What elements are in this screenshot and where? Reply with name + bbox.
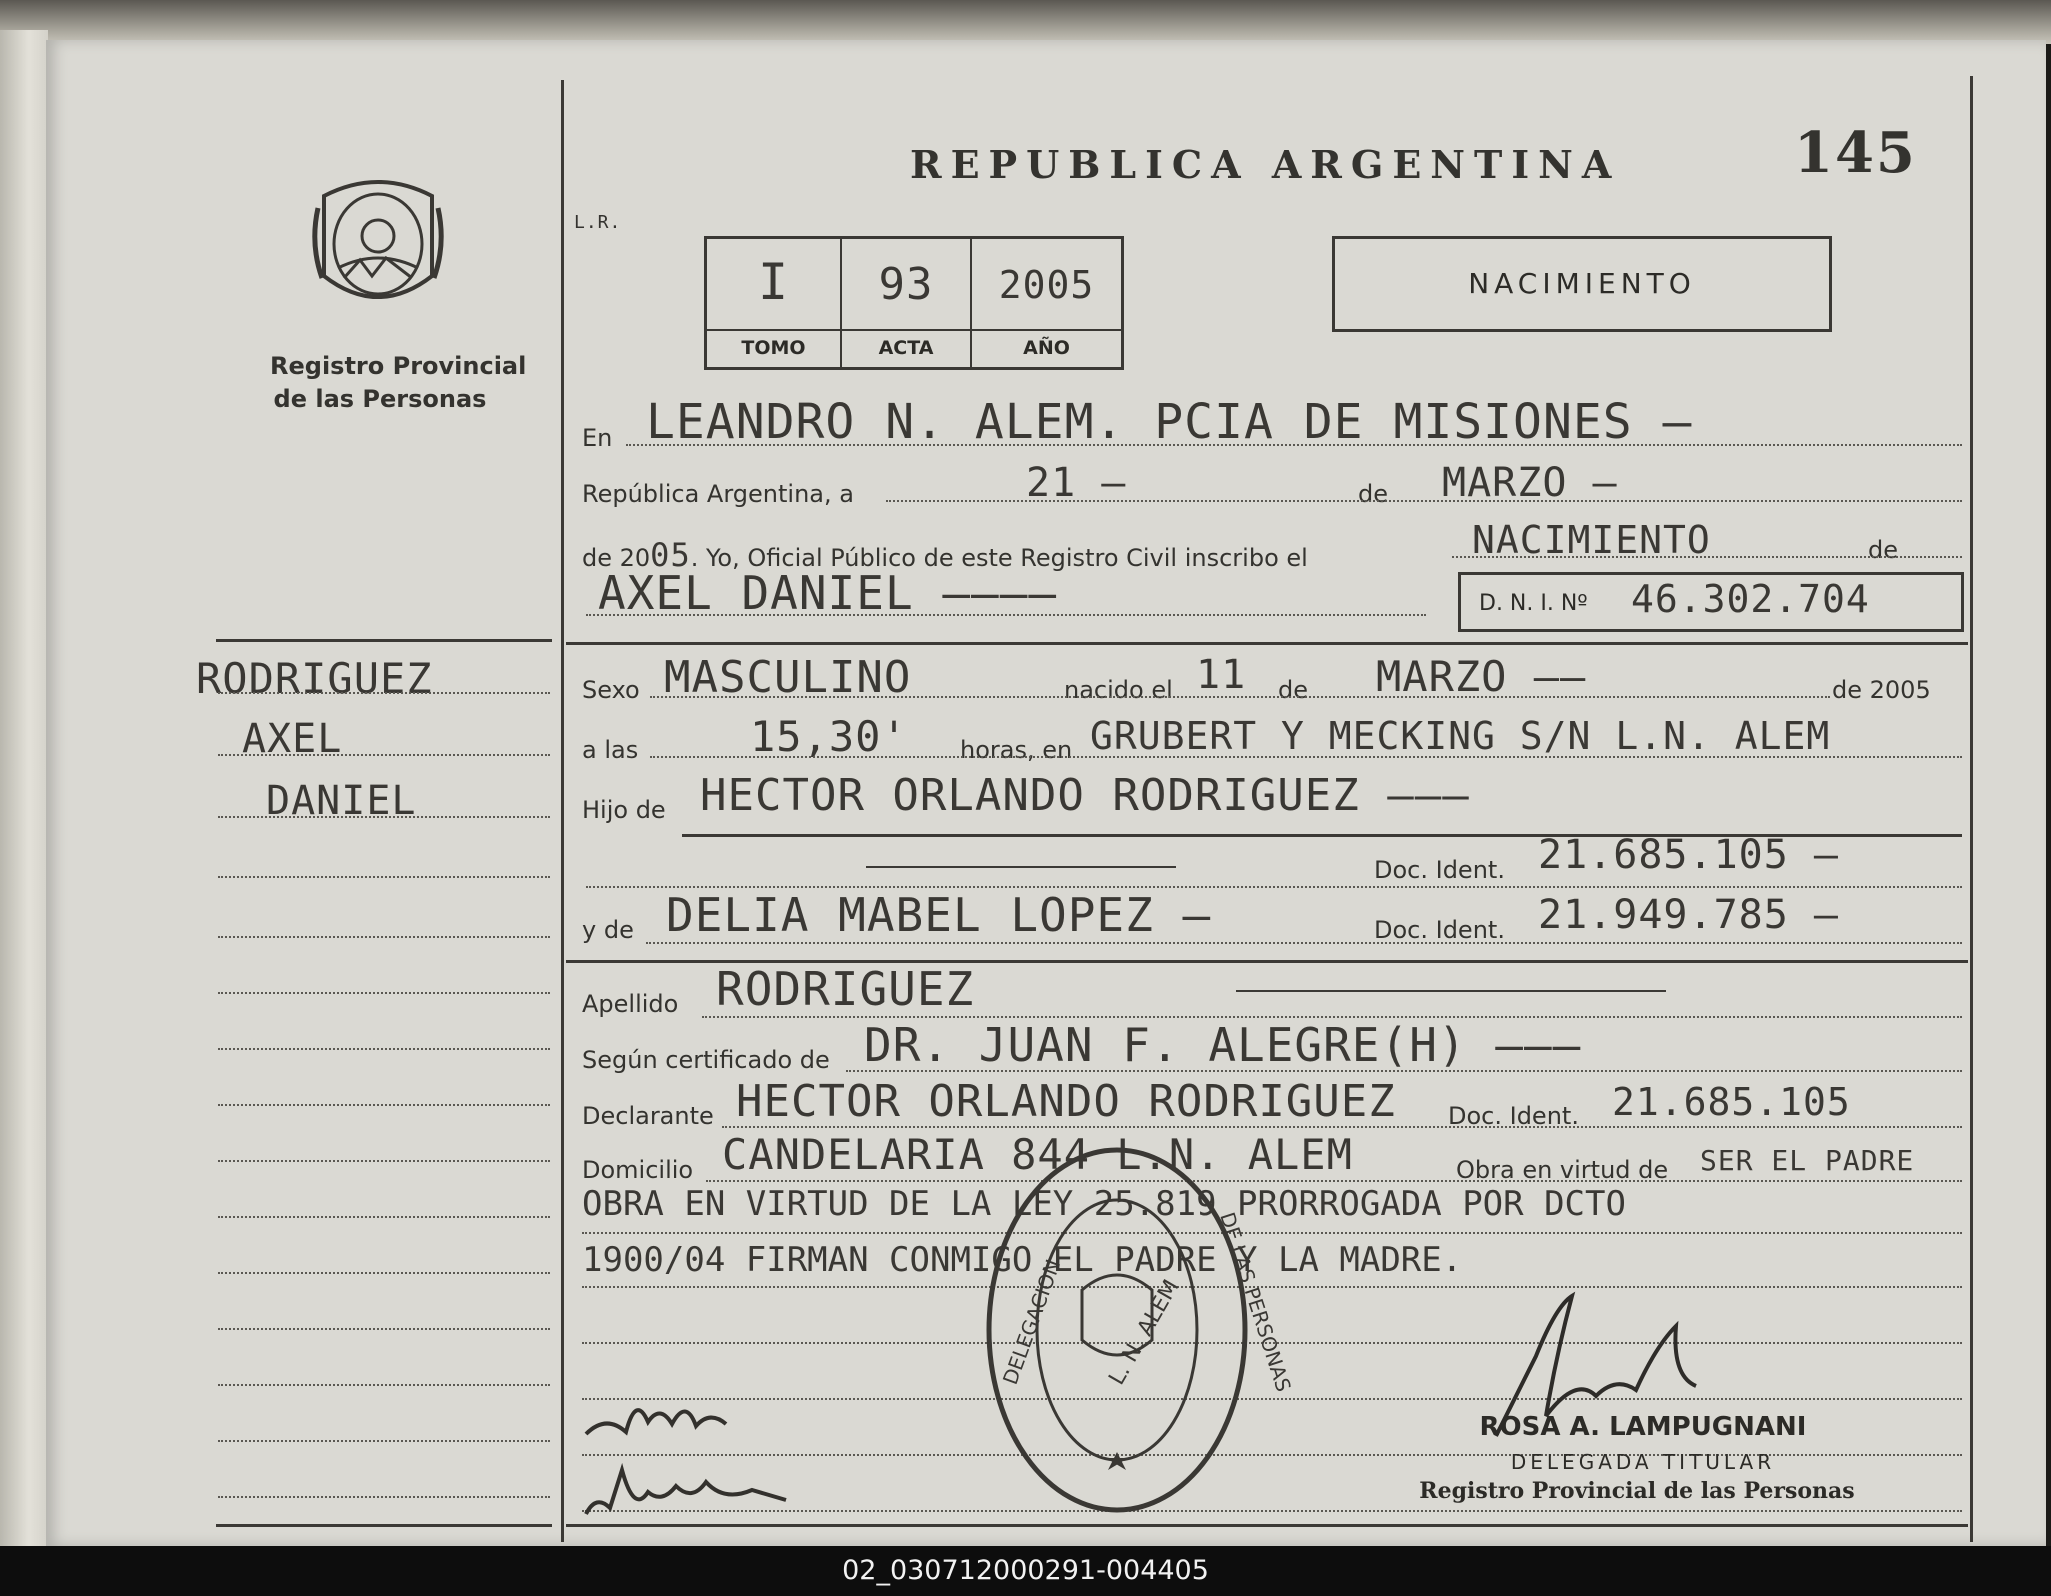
- certificate-doctor: DR. JUAN F. ALEGRE(H) ———: [864, 1018, 1582, 1072]
- margin-divider: [561, 80, 564, 1542]
- acta-label: ACTA: [878, 337, 934, 359]
- official-name: ROSA A. LAMPUGNANI: [1479, 1412, 1807, 1442]
- book-spine: [0, 30, 48, 1546]
- line-en: [626, 444, 1962, 446]
- margin-top-rule: [216, 639, 552, 642]
- stamp-text-right: DE LAS PERSONAS: [1215, 1209, 1296, 1395]
- nacido-label: nacido el: [1064, 676, 1173, 704]
- margin-line-7: [218, 1048, 550, 1050]
- yde-label: y de: [582, 916, 634, 944]
- declarant-name: HECTOR ORLANDO RODRIGUEZ: [736, 1076, 1396, 1127]
- birth-time: 15,30': [750, 712, 908, 761]
- act-type: NACIMIENTO: [1472, 518, 1711, 562]
- margin-line-3: [218, 816, 550, 818]
- line-sexo: [650, 696, 1830, 698]
- margin-line-5: [218, 936, 550, 938]
- mother-doc-number: 21.949.785 —: [1538, 892, 1839, 938]
- republica-label: República Argentina, a: [582, 480, 854, 508]
- mother-doc-label: Doc. Ident.: [1374, 916, 1505, 944]
- declarant-doc-number: 21.685.105: [1612, 1080, 1851, 1124]
- father-extra-dash: [866, 866, 1176, 868]
- margin-line-13: [218, 1384, 550, 1386]
- en-label: En: [582, 424, 613, 452]
- page-number: 145: [1794, 120, 1917, 186]
- margin-line-15: [218, 1496, 550, 1498]
- provincial-seal-icon: [308, 168, 448, 320]
- file-id-footer: 02_030712000291-004405: [0, 1546, 2051, 1596]
- dni-number: 46.302.704: [1631, 577, 1870, 621]
- line-alas: [650, 756, 1962, 758]
- birth-year: de 2005: [1832, 676, 1931, 704]
- obra-label: Obra en virtud de: [1456, 1156, 1669, 1184]
- margin-line-10: [218, 1216, 550, 1218]
- margin-line-2: [218, 754, 550, 756]
- dni-box: [1458, 572, 1964, 632]
- line-note-2: [582, 1286, 1962, 1288]
- father-name: HECTOR ORLANDO RODRIGUEZ ———: [700, 770, 1470, 821]
- act-de-label: de: [1868, 536, 1898, 564]
- father-doc-number: 21.685.105 —: [1538, 832, 1839, 878]
- note-line-2: 1900/04 FIRMAN CONMIGO EL PADRE Y LA MADRE.: [582, 1240, 1463, 1280]
- apellido-dash: [1236, 990, 1666, 992]
- signatures-parents-icon: [576, 1374, 796, 1534]
- sex-value: MASCULINO: [664, 652, 912, 703]
- inscribo-label: . Yo, Oficial Público de este Registro Civil inscribo el: [690, 544, 1308, 572]
- official-office: Registro Provincial de las Personas: [1419, 1478, 1855, 1504]
- registry-name-line1: Registro Provincial: [270, 352, 527, 380]
- section-rule-1: [566, 642, 1968, 645]
- binder-edge: [0, 0, 2051, 44]
- line-republica: [886, 500, 1962, 502]
- margin-line-1: [218, 692, 550, 694]
- ano-value: 2005: [998, 263, 1095, 307]
- birth-place: GRUBERT Y MECKING S/N L.N. ALEM: [1090, 714, 1831, 758]
- right-border: [1970, 76, 1973, 1542]
- line-yde: [646, 942, 1962, 944]
- father-doc-label: Doc. Ident.: [1374, 856, 1505, 884]
- margin-bottom-rule: [216, 1524, 552, 1527]
- certificado-label: Según certificado de: [582, 1046, 830, 1074]
- line-domicilio: [706, 1180, 1962, 1182]
- document-type-box: [1332, 236, 1832, 332]
- registry-name-line2: de las Personas: [273, 385, 487, 413]
- margin-line-12: [218, 1328, 550, 1330]
- line-declarante: [722, 1126, 1962, 1128]
- margin-middle-name: DANIEL: [266, 778, 417, 824]
- alas-label: a las: [582, 736, 639, 764]
- margin-line-6: [218, 992, 550, 994]
- note-line-1: OBRA EN VIRTUD DE LA LEY 25.819 PRORROGADA POR DCTO: [582, 1184, 1626, 1224]
- de-label-1: de: [1358, 480, 1388, 508]
- margin-first-name: AXEL: [242, 716, 343, 762]
- place-of-registry: LEANDRO N. ALEM. PCIA DE MISIONES —: [646, 394, 1693, 450]
- country-title: REPUBLICA ARGENTINA: [910, 142, 1621, 187]
- registration-month: MARZO —: [1442, 460, 1618, 506]
- margin-line-8: [218, 1104, 550, 1106]
- margin-surname: RODRIGUEZ: [196, 654, 433, 703]
- line-certificado: [846, 1070, 1962, 1072]
- tomo-label: TOMO: [741, 337, 806, 359]
- ano-label: AÑO: [1023, 337, 1070, 359]
- dni-label: D. N. I. Nº: [1479, 591, 1588, 616]
- record-number-box: [704, 236, 1124, 370]
- mother-name: DELIA MABEL LOPEZ —: [666, 888, 1212, 942]
- margin-line-14: [218, 1440, 550, 1442]
- horas-label: horas, en: [960, 736, 1073, 764]
- year-prefix-text: de 20: [582, 544, 651, 572]
- stamp-text-left: DELEGACION: [997, 1256, 1066, 1388]
- obra-value: SER EL PADRE: [1700, 1144, 1915, 1177]
- margin-line-4: [218, 876, 550, 878]
- line-note-1: [582, 1232, 1962, 1234]
- address-value: CANDELARIA 844 L.N. ALEM: [722, 1130, 1353, 1179]
- document-type: NACIMIENTO: [1468, 267, 1696, 300]
- line-person: [586, 614, 1426, 616]
- apellido-label: Apellido: [582, 990, 679, 1018]
- sexo-label: Sexo: [582, 676, 640, 704]
- birth-month: MARZO ——: [1376, 652, 1587, 701]
- register-page: [46, 40, 2046, 1546]
- year-suffix: 05: [650, 536, 691, 574]
- hijo-label: Hijo de: [582, 796, 666, 824]
- declarante-doc-label: Doc. Ident.: [1448, 1102, 1579, 1130]
- domicilio-label: Domicilio: [582, 1156, 694, 1184]
- acta-value: 93: [878, 259, 934, 310]
- stamp-center-text: L. N. ALEM: [1104, 1275, 1185, 1390]
- registration-day: 21 —: [1026, 460, 1127, 506]
- registered-person-name: AXEL DANIEL ————: [598, 566, 1058, 620]
- declarante-label: Declarante: [582, 1102, 714, 1130]
- margin-line-9: [218, 1160, 550, 1162]
- lr-mark: L.R.: [574, 212, 622, 233]
- surname-value: RODRIGUEZ: [716, 962, 975, 1016]
- line-inscribo: [1452, 556, 1962, 558]
- margin-line-11: [218, 1272, 550, 1274]
- tomo-value: I: [757, 253, 790, 311]
- official-title: DELEGADA TITULAR: [1510, 1450, 1776, 1474]
- birth-day: 11: [1196, 652, 1247, 698]
- born-de-label: de: [1278, 676, 1308, 704]
